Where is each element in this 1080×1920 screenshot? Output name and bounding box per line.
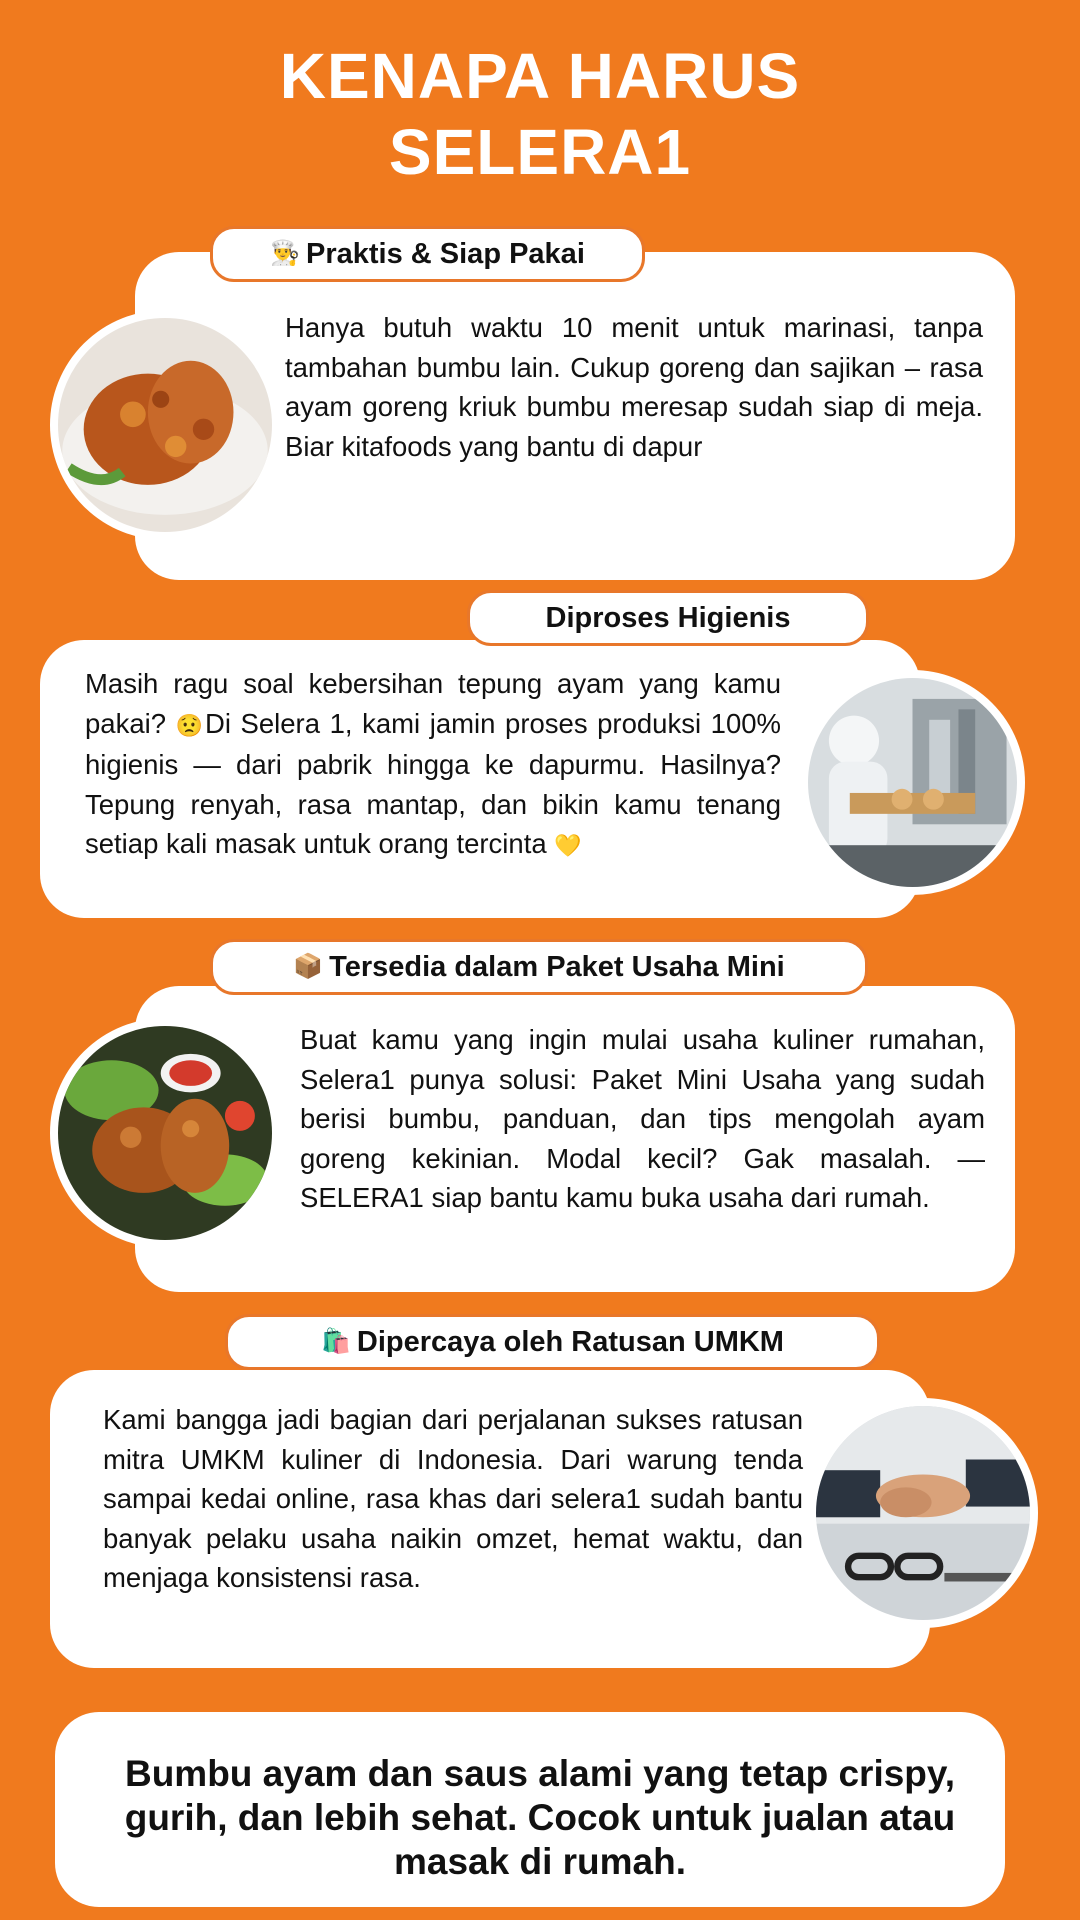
section-higienis-body xyxy=(85,664,781,866)
chef-emoji-icon: 👨‍🍳 xyxy=(270,240,300,267)
section-umkm-body: Kami bangga jadi bagian dari perjalanan sukses ratusan mitra UMKM kuliner di Indonesia. Dari warung tenda sampai kedai online, rasa khas dari selera1 sudah bantu banyak pelaku usaha naikin omzet, hemat waktu, dan menjaga konsistensi rasa. xyxy=(103,1404,803,1593)
fried-chicken-photo xyxy=(50,310,280,540)
heading-higienis-label: Diproses Higienis xyxy=(545,602,791,634)
section-paket-body: Buat kamu yang ingin mulai usaha kuliner rumahan, Selera1 punya solusi: Paket Mini Usaha yang sudah berisi bumbu, panduan, dan tips mengolah ayam goreng kekinian. Modal kecil? Gak masalah. — SELERA1 siap bantu kamu buka usaha dari rumah. xyxy=(300,1024,985,1213)
factory-production-photo xyxy=(800,670,1025,895)
yellow-heart-emoji-icon: 💛 xyxy=(554,833,582,858)
heading-paket-label: Tersedia dalam Paket Usaha Mini xyxy=(329,951,785,983)
title-line-2: SELERA1 xyxy=(388,116,692,188)
footer-tagline: Bumbu ayam dan saus alami yang tetap crispy, gurih, dan lebih sehat. Cocok untuk jualan atau masak di rumah. xyxy=(124,1753,956,1882)
handshake-photo xyxy=(808,1398,1038,1628)
section-higienis-body-part1: Masih ragu soal kebersihan tepung ayam yang kamu pakai? xyxy=(85,668,781,739)
section-higienis-body-part2: Di Selera 1, kami jamin proses produksi 100% higienis — dari pabrik hingga ke dapurmu. Hasilnya? Tepung renyah, rasa mantap, dan bikin kamu tenang setiap kali masak untuk orang tercinta xyxy=(85,707,781,859)
title-line-1: KENAPA HARUS xyxy=(279,40,801,112)
heading-paket xyxy=(210,939,868,995)
worried-face-emoji-icon: 😟 xyxy=(175,712,205,738)
shopping-bags-emoji-icon: 🛍️ xyxy=(321,1328,351,1355)
heading-umkm xyxy=(225,1314,880,1370)
package-emoji-icon: 📦 xyxy=(293,953,324,980)
section-praktis-body: Hanya butuh waktu 10 menit untuk marinasi, tanpa tambahan bumbu lain. Cukup goreng dan sajikan – rasa ayam goreng kriuk bumbu meresap sudah siap di meja. Biar kitafoods yang bantu di dapur xyxy=(285,312,983,462)
page-title xyxy=(0,38,1080,190)
crispy-chicken-photo xyxy=(50,1018,280,1248)
heading-praktis xyxy=(210,226,645,282)
heading-umkm-label: Dipercaya oleh Ratusan UMKM xyxy=(356,1326,784,1358)
heading-higienis xyxy=(467,590,869,646)
heading-praktis-label: Praktis & Siap Pakai xyxy=(306,238,585,270)
